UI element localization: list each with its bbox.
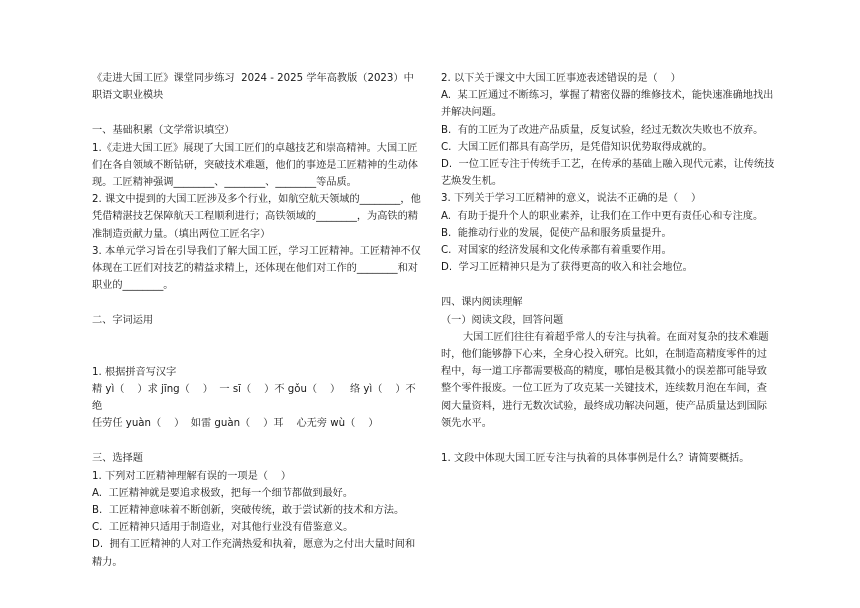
option-text: C. 大国工匠们都具有高学历，是凭借知识优势取得成就的。 [441, 141, 713, 153]
pinyin-line: 任劳任 yuàn（ ） 如雷 guàn（ ）耳 心无旁 wù（ ） [92, 418, 379, 430]
reading-passage: 大国工匠们往往有着超乎常人的专注与执着。在面对复杂的技术难题时，他们能够静下心来，全身心投入研究。比如，在制造高精度零件的过程中，每一道工序都需要极高的精度，哪怕是极其微小的误差都可能导致整个零件报废。一位工匠为了攻克某一关键技术，连续数月泡在车间，查阅大量资料，进行无数次试验，最终成功解决问题，使产品质量达到国际领先水平。 [441, 331, 769, 429]
question-text: 3. 本单元学习旨在引导我们了解大国工匠，学习工匠精神。工匠精神不仅体现在工匠们对技艺的精益求精上，还体现在他们对工作的________和对职业的________。 [92, 245, 421, 292]
question-text: 1. 根据拼音写汉字 [92, 366, 177, 378]
option-text: C. 工匠精神只适用于制造业，对其他行业没有借鉴意义。 [92, 522, 354, 534]
question-text: 2. 课文中提到的大国工匠涉及多个行业，如航空航天领域的________，他凭借精湛技艺保障航天工程顺利进行；高铁领域的________，为高铁的精准制造贡献力量。（填出两位工匠名字） [92, 194, 421, 240]
option-text: D. 一位工匠专注于传统手工艺，在传承的基础上融入现代元素，让传统技艺焕发生机。 [441, 159, 775, 188]
option-text: A. 工匠精神就是要追求极致，把每一个细节都做到最好。 [92, 487, 354, 499]
option-text: B. 工匠精神意味着不断创新，突破传统，敢于尝试新的技术和方法。 [92, 505, 405, 517]
right-column [441, 70, 776, 467]
option-text: D. 拥有工匠精神的人对工作充满热爱和执着，愿意为之付出大量时间和精力。 [92, 539, 416, 568]
section-2-heading: 二、字词运用 [92, 315, 154, 327]
section-4-heading: 四、课内阅读理解 [441, 297, 523, 309]
document-title: 《走进大国工匠》课堂同步练习 2024 - 2025 学年高教版（2023）中职语文职业模块 [92, 73, 414, 102]
option-text: B. 能推动行业的发展，促使产品和服务质量提升。 [441, 227, 672, 239]
question-text: 1. 文段中体现大国工匠专注与执着的具体事例是什么？请简要概括。 [441, 453, 750, 465]
question-text: 1. 下列对工匠精神理解有误的一项是（ ） [92, 470, 292, 482]
subsection-heading: （一）阅读文段，回答问题 [441, 314, 564, 326]
section-3-heading: 三、选择题 [92, 453, 143, 465]
section-1-heading: 一、基础积累（文学常识填空） [92, 125, 235, 137]
option-text: C. 对国家的经济发展和文化传承都有着重要作用。 [441, 245, 672, 257]
option-text: A. 某工匠通过不断练习，掌握了精密仪器的维修技术，能快速准确地找出并解决问题。 [441, 90, 774, 119]
pinyin-line: 精 yì（ ）求 jīng（ ） 一 sī（ ）不 gǒu（ ） 络 yì（ ）不绝 [92, 383, 416, 413]
option-text: B. 有的工匠为了改进产品质量，反复试验，经过无数次失败也不放弃。 [441, 124, 764, 136]
question-text: 1.《走进大国工匠》展现了大国工匠们的卓越技艺和崇高精神。大国工匠们在各自领域不断钻研，突破技术难题，他们的事迹是工匠精神的生动体现。工匠精神强调________、________、________等品质。 [92, 142, 418, 189]
option-text: A. 有助于提升个人的职业素养，让我们在工作中更有责任心和专注度。 [441, 210, 764, 222]
option-text: D. 学习工匠精神只是为了获得更高的收入和社会地位。 [441, 262, 693, 274]
left-column [92, 70, 422, 571]
question-text: 3. 下列关于学习工匠精神的意义，说法不正确的是（ ） [441, 193, 702, 205]
question-text: 2. 以下关于课文中大国工匠事迹表述错误的是（ ） [441, 73, 681, 84]
